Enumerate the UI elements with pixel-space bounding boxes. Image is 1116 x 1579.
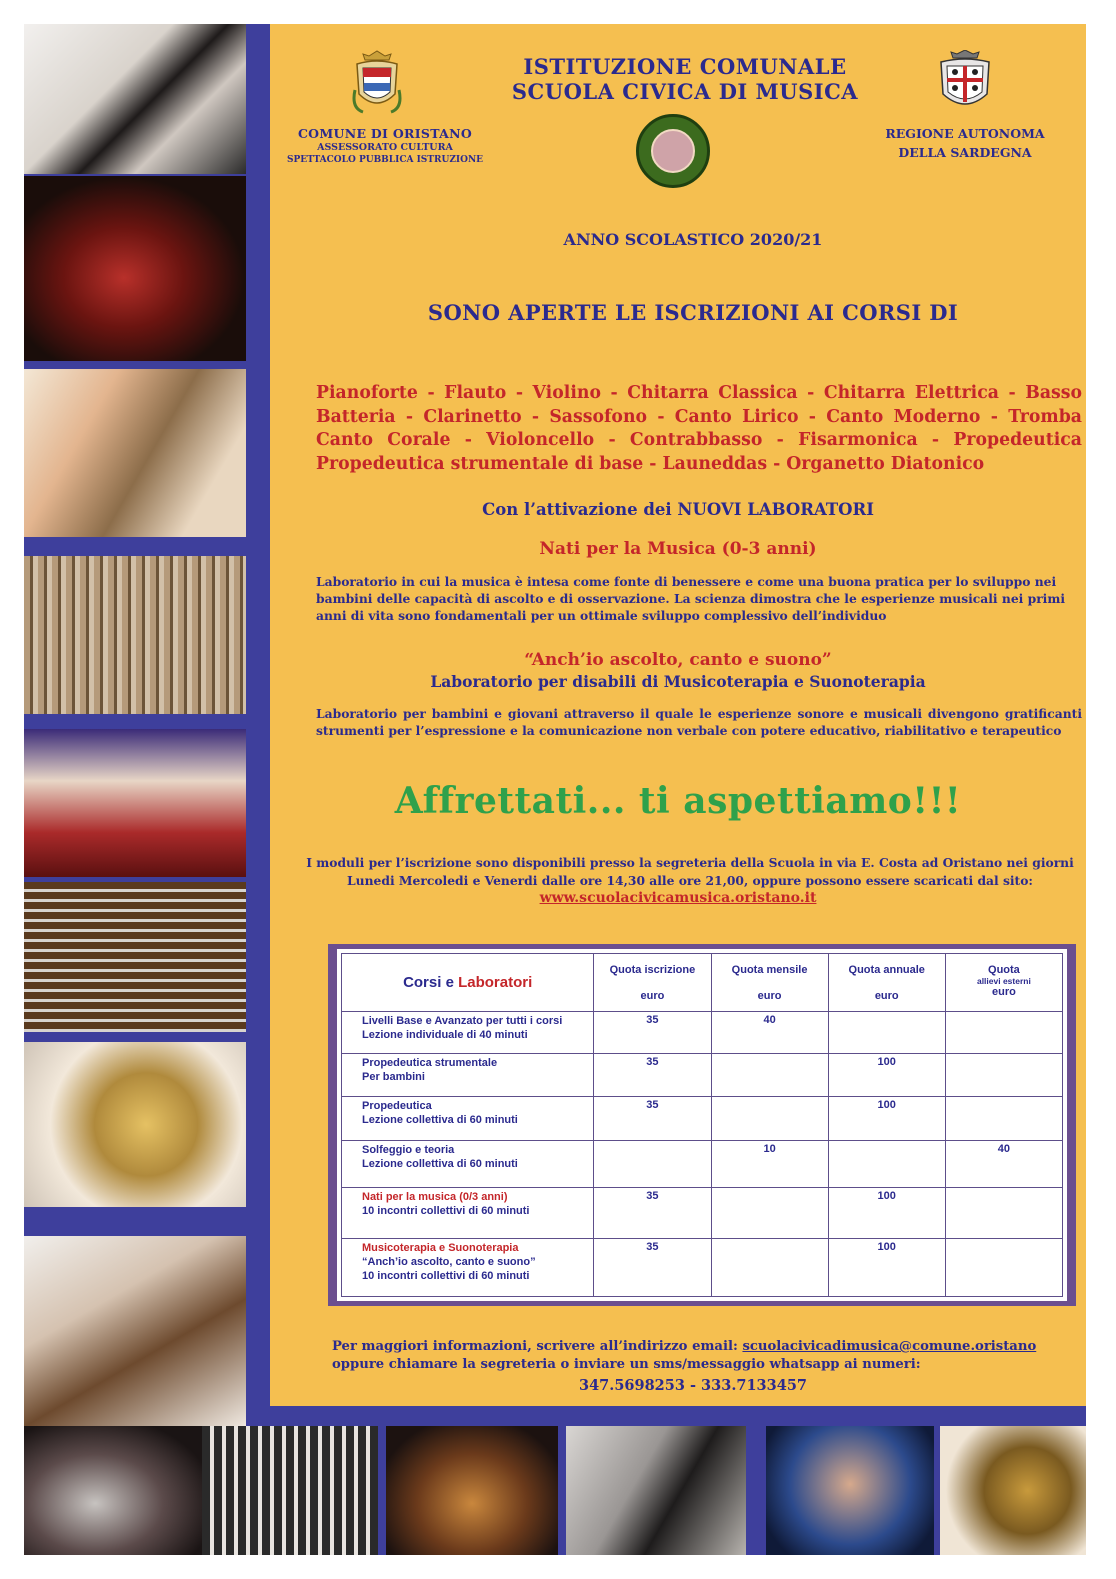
- header-unit: euro: [991, 986, 1016, 998]
- row-line: Lezione individuale di 40 minuti: [362, 1029, 528, 1041]
- cell-annuale: 100: [828, 1054, 945, 1097]
- content-panel: [270, 24, 1086, 1406]
- fees-table-container: [337, 949, 1067, 1301]
- school-year: ANNO SCOLASTICO 2020/21: [563, 230, 823, 249]
- header-corsi: [342, 954, 594, 1012]
- header-mensile: [711, 954, 828, 1012]
- institution-title: ISTITUZIONE COMUNALE: [523, 54, 847, 79]
- photo-saxophone: [940, 1426, 1086, 1555]
- cell-annuale: [828, 1012, 945, 1054]
- photo-drums: [24, 1426, 202, 1555]
- contact-email-intro: Per maggiori informazioni, scrivere all’indirizzo email:: [332, 1339, 743, 1354]
- cell-iscrizione: 35: [594, 1054, 711, 1097]
- cell-mensile: 40: [711, 1012, 828, 1054]
- website-link[interactable]: www.scuolacivicamusica.oristano.it: [539, 890, 817, 906]
- poster-frame: [24, 24, 1086, 1555]
- contact-line-phone-intro: oppure chiamare la segreteria o inviare un sms/messaggio whatsapp ai numeri:: [332, 1357, 921, 1372]
- photo-launeddas-player: [24, 1236, 246, 1426]
- table-row: [342, 1188, 1063, 1239]
- fees-table-frame: [328, 944, 1076, 1306]
- row-description: [342, 1054, 594, 1097]
- cell-mensile: [711, 1188, 828, 1239]
- photo-singer: [766, 1426, 934, 1555]
- row-line: Per bambini: [362, 1071, 425, 1083]
- call-to-action: Affrettati... ti aspettiamo!!!: [394, 780, 962, 822]
- lab2-title: “Anch’io ascolto, canto e suono”: [524, 650, 832, 670]
- header-unit: euro: [640, 990, 665, 1002]
- course-line: Propedeutica strumentale di base - Launeddas - Organetto Diatonico: [316, 453, 985, 474]
- cell-esterni: [945, 1054, 1062, 1097]
- row-line: Lezione collettiva di 60 minuti: [362, 1114, 518, 1126]
- cell-iscrizione: 35: [594, 1012, 711, 1054]
- enrollment-heading: SONO APERTE LE ISCRIZIONI AI CORSI DI: [427, 300, 959, 325]
- course-list: [316, 382, 1082, 476]
- cell-esterni: [945, 1188, 1062, 1239]
- lab2-subtitle: Laboratorio per disabili di Musicoterapia e Suonoterapia: [430, 672, 926, 691]
- header-corsi-part1: Corsi e: [403, 974, 459, 991]
- header-annuale: [828, 954, 945, 1012]
- header-mensile-label: Quota mensile: [731, 964, 808, 976]
- header-esterni-label: Quota: [988, 964, 1020, 976]
- cell-esterni: [945, 1239, 1062, 1297]
- photo-accordion: [202, 1426, 378, 1555]
- row-line: Musicoterapia e Suonoterapia: [362, 1242, 519, 1254]
- cell-annuale: [828, 1141, 945, 1188]
- header-esterni-sublabel: allievi esterni: [976, 976, 1031, 986]
- photo-flute: [24, 729, 246, 877]
- photo-harp: [24, 556, 246, 714]
- course-line: Canto Corale - Violoncello - Contrabbasso - Fisarmonica - Propedeutica: [316, 430, 1082, 450]
- enrollment-info: I moduli per l’iscrizione sono disponibili presso la segreteria della Scuola in via E. Costa ad Oristano nei giorni Lunedi Mercoledi e Venerdi dalle ore 14,30 alle ore 21,00, oppure possono essere scaricati dal sito:: [306, 855, 1074, 888]
- cell-mensile: [711, 1054, 828, 1097]
- row-line: Propedeutica: [362, 1100, 432, 1112]
- regione-name-line2: DELLA SARDEGNA: [898, 145, 1032, 160]
- logo-center-medallion: [651, 129, 695, 173]
- row-description: [342, 1239, 594, 1297]
- cell-annuale: 100: [828, 1239, 945, 1297]
- photo-trumpet: [24, 369, 246, 537]
- row-line: “Anch’io ascolto, canto e suono”: [362, 1256, 536, 1268]
- header-iscrizione: [594, 954, 711, 1012]
- photo-guitar: [24, 882, 246, 1032]
- row-description: [342, 1141, 594, 1188]
- regione-name-line1: REGIONE AUTONOMA: [885, 126, 1045, 141]
- cell-esterni: [945, 1097, 1062, 1141]
- photo-clarinet: [566, 1426, 746, 1555]
- table-row: [342, 1141, 1063, 1188]
- header-annuale-label: Quota annuale: [848, 964, 925, 976]
- header-unit: euro: [874, 990, 899, 1002]
- new-labs-heading: Con l’attivazione dei NUOVI LABORATORI: [482, 500, 874, 519]
- row-line: Lezione collettiva di 60 minuti: [362, 1158, 518, 1170]
- comune-oristano-crest-icon: [351, 50, 403, 118]
- contact-phone-numbers: 347.5698253 - 333.7133457: [579, 1377, 807, 1394]
- school-title: SCUOLA CIVICA DI MUSICA: [511, 79, 859, 104]
- cell-iscrizione: 35: [594, 1239, 711, 1297]
- table-row: [342, 1239, 1063, 1297]
- header-esterni: [945, 954, 1062, 1012]
- table-header-row: [342, 954, 1063, 1012]
- row-line: 10 incontri collettivi di 60 minuti: [362, 1205, 530, 1217]
- header-iscrizione-label: Quota iscrizione: [609, 964, 696, 976]
- table-row: [342, 1097, 1063, 1141]
- photo-violin: [24, 176, 246, 361]
- assessorato-name: ASSESSORATO CULTURA: [317, 142, 453, 153]
- lab1-description: Laboratorio in cui la musica è intesa come fonte di benessere e come una buona pratica per lo sviluppo nei bambini delle capacità di ascolto e di osservazione. La scienza dimostra che le esperienze musicali nei primi anni di vita sono fondamentali per un ottimale sviluppo complessivo dell’individuo: [316, 574, 1066, 623]
- row-line: Propedeutica strumentale: [362, 1057, 498, 1069]
- row-line: Livelli Base e Avanzato per tutti i corsi: [362, 1015, 563, 1027]
- cell-mensile: [711, 1239, 828, 1297]
- assessorato-subtitle: SPETTACOLO PUBBLICA ISTRUZIONE: [286, 155, 484, 165]
- row-line: Nati per la musica (0/3 anni): [362, 1191, 508, 1203]
- header-corsi-part2: Laboratori: [458, 974, 533, 991]
- row-line: 10 incontri collettivi di 60 minuti: [362, 1270, 530, 1282]
- photo-cello: [386, 1426, 558, 1555]
- cell-mensile: 10: [711, 1141, 828, 1188]
- course-line: Pianoforte - Flauto - Violino - Chitarra Classica - Chitarra Elettrica - Basso: [316, 383, 1082, 403]
- fees-table: [341, 953, 1063, 1297]
- table-row: [342, 1012, 1063, 1054]
- row-description: [342, 1188, 594, 1239]
- cell-iscrizione: 35: [594, 1097, 711, 1141]
- comune-name: COMUNE DI ORISTANO: [297, 126, 473, 141]
- header-unit: euro: [757, 990, 782, 1002]
- row-line: Solfeggio e teoria: [362, 1144, 455, 1156]
- course-line: Batteria - Clarinetto - Sassofono - Canto Lirico - Canto Moderno - Tromba: [316, 406, 1082, 427]
- lab1-title: Nati per la Musica (0-3 anni): [539, 539, 817, 559]
- contact-email-link[interactable]: scuolacivicadimusica@comune.oristano: [742, 1339, 1037, 1354]
- photo-piano-hands: [24, 24, 246, 174]
- cell-annuale: 100: [828, 1097, 945, 1141]
- cell-iscrizione: 35: [594, 1188, 711, 1239]
- row-description: [342, 1012, 594, 1054]
- contact-line-email: [270, 1339, 1086, 1354]
- cell-esterni: [945, 1012, 1062, 1054]
- photo-french-horn: [24, 1042, 246, 1207]
- regione-sardegna-crest-icon: [935, 50, 995, 116]
- cell-mensile: [711, 1097, 828, 1141]
- cell-iscrizione: [594, 1141, 711, 1188]
- table-row: [342, 1054, 1063, 1097]
- row-description: [342, 1097, 594, 1141]
- scuola-civica-logo-icon: [636, 114, 710, 188]
- lab2-description: Laboratorio per bambini e giovani attraverso il quale le esperienze sonore e musicali divengono gratificanti strumenti per l’espressione e la comunicazione non verbale con potere educativo, riabilitativo e terapeutico: [316, 706, 1082, 738]
- cell-annuale: 100: [828, 1188, 945, 1239]
- cell-esterni: 40: [945, 1141, 1062, 1188]
